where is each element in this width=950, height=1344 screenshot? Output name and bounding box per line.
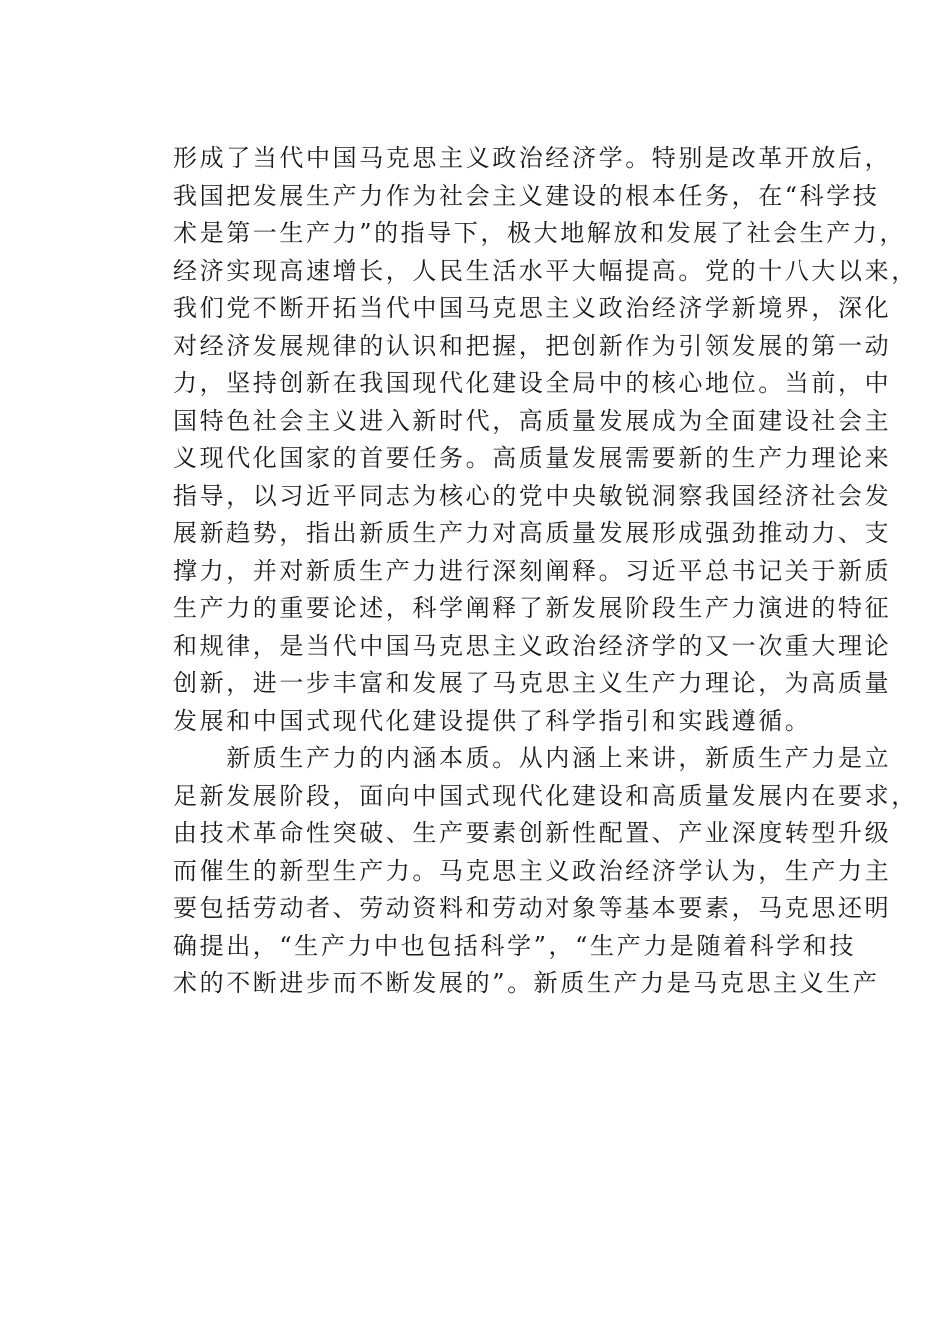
text-line: 术的不断进步而不断发展的”。新质生产力是马克思主义生产 bbox=[173, 969, 880, 997]
text-line: 对经济发展规律的认识和把握，把创新作为引领发展的第一动 bbox=[173, 331, 892, 360]
body-text bbox=[173, 140, 918, 1003]
text-line: 生产力的重要论述，科学阐释了新发展阶段生产力演进的特征 bbox=[173, 594, 892, 622]
text-line: 创新，进一步丰富和发展了马克思主义生产力理论，为高质量 bbox=[173, 669, 892, 697]
text-line: 和规律，是当代中国马克思主义政治经济学的又一次重大理论 bbox=[173, 631, 892, 660]
paragraph-1 bbox=[173, 140, 918, 740]
text-line: 发展和中国式现代化建设提供了科学指引和实践遵循。 bbox=[173, 706, 812, 735]
text-line: 由技术革命性突破、生产要素创新性配置、产业深度转型升级 bbox=[173, 819, 892, 847]
text-line: 而催生的新型生产力。马克思主义政治经济学认为，生产力主 bbox=[173, 856, 892, 885]
text-line: 术是第一生产力”的指导下，极大地解放和发展了社会生产力， bbox=[173, 219, 907, 247]
text-line: 指导，以习近平同志为核心的党中央敏锐洞察我国经济社会发 bbox=[173, 481, 892, 510]
text-line: 经济实现高速增长，人民生活水平大幅提高。党的十八大以来， bbox=[173, 256, 918, 285]
text-line: 形成了当代中国马克思主义政治经济学。特别是改革开放后， bbox=[173, 144, 892, 172]
text-line: 确提出，“生产力中也包括科学”，“生产力是随着科学和技 bbox=[173, 931, 857, 960]
paragraph-2 bbox=[173, 740, 918, 1003]
text-line: 力，坚持创新在我国现代化建设全局中的核心地位。当前，中 bbox=[173, 369, 892, 397]
text-line: 要包括劳动者、劳动资料和劳动对象等基本要素，马克思还明 bbox=[173, 894, 892, 922]
text-line: 国特色社会主义进入新时代，高质量发展成为全面建设社会主 bbox=[173, 406, 892, 435]
text-line: 足新发展阶段，面向中国式现代化建设和高质量发展内在要求， bbox=[173, 781, 918, 810]
text-line: 我们党不断开拓当代中国马克思主义政治经济学新境界，深化 bbox=[173, 294, 892, 322]
text-line: 展新趋势，指出新质生产力对高质量发展形成强劲推动力、支 bbox=[173, 519, 892, 547]
text-line: 撑力，并对新质生产力进行深刻阐释。习近平总书记关于新质 bbox=[173, 556, 892, 585]
text-line: 新质生产力的内涵本质。从内涵上来讲，新质生产力是立 bbox=[173, 744, 892, 772]
text-line: 义现代化国家的首要任务。高质量发展需要新的生产力理论来 bbox=[173, 444, 892, 472]
text-line: 我国把发展生产力作为社会主义建设的根本任务，在“科学技 bbox=[173, 181, 880, 210]
